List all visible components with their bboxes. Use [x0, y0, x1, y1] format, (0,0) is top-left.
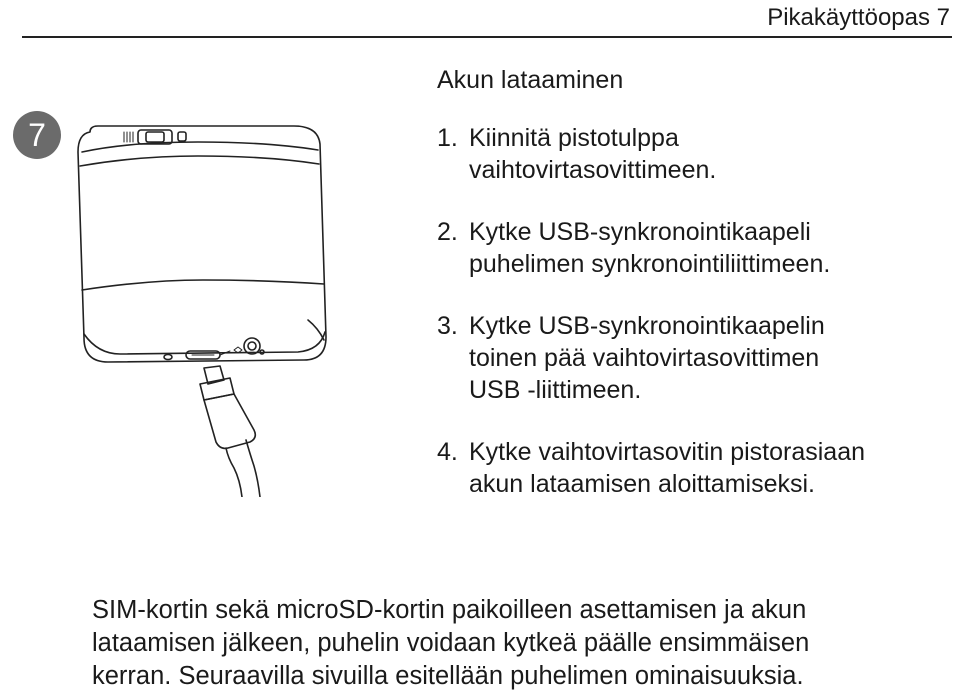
step-item	[437, 310, 952, 406]
step-text-line: Kytke vaihtovirtasovitin pistorasiaan	[469, 438, 866, 466]
paragraph-line: SIM-kortin sekä microSD-kortin paikoilleen asettamisen ja akun	[92, 596, 807, 624]
badge-number: 7	[28, 117, 46, 153]
step-text-line: vaihtovirtasovittimeen.	[469, 156, 717, 184]
step-item	[437, 216, 952, 280]
page-header-title: Pikakäyttöopas 7	[767, 4, 950, 31]
step-number: 4.	[437, 438, 458, 466]
step-number-badge	[12, 110, 62, 160]
step-text-line: akun lataamisen aloittamiseksi.	[469, 470, 815, 498]
bottom-note-paragraph	[92, 594, 952, 693]
paragraph-line: lataamisen jälkeen, puhelin voidaan kytkeä päälle ensimmäisen	[92, 629, 810, 657]
paragraph-line: kerran. Seuraavilla sivuilla esitellään puhelimen ominaisuuksia.	[92, 662, 804, 690]
step-item	[437, 122, 952, 186]
step-text-line: toinen pää vaihtovirtasovittimen	[469, 344, 820, 372]
bottom-ports	[164, 338, 264, 360]
step-text-line: USB -liittimeen.	[469, 376, 642, 404]
step-number: 1.	[437, 124, 458, 152]
step-text-line: Kytke USB-synkronointikaapelin	[469, 312, 825, 340]
usb-cable	[200, 366, 260, 497]
step-text-line: puhelimen synkronointiliittimeen.	[469, 250, 831, 278]
phone-body	[78, 126, 326, 362]
step-item	[437, 436, 952, 500]
step-text-line: Kytke USB-synkronointikaapeli	[469, 218, 811, 246]
step-number: 2.	[437, 218, 458, 246]
header-divider	[22, 36, 952, 38]
step-number: 3.	[437, 312, 458, 340]
step-text-line: Kiinnitä pistotulppa	[469, 124, 679, 152]
phone-charging-illustration	[68, 122, 338, 497]
charging-steps-list	[437, 122, 952, 530]
section-title: Akun lataaminen	[437, 66, 624, 94]
